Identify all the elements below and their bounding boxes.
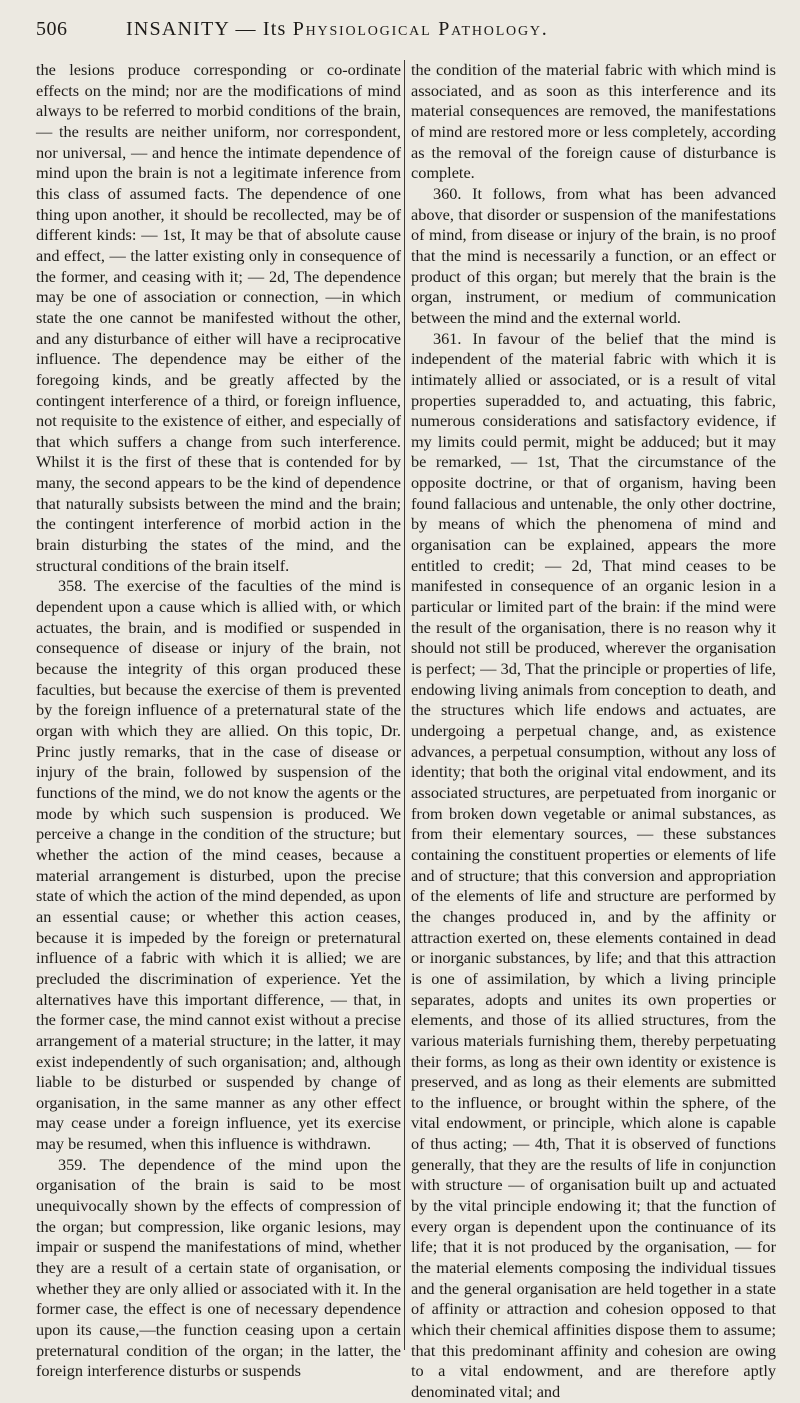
paragraph-361: 361. In favour of the belief that the mind is independent of the material fabric with which it is intimately allied or associated, or is a result of vital properties superadded to, and actuating, this fabric, numerous considerations and satisfactory evidence, if my limits could permit, might be adduced; but it may be remarked, — 1st, That the circumstance of the opposite doctrine, or that of organism, having been found fallacious and untenable, the only other doctrine, by means of which the phenomena of mind and organisation can be explained, appears the more entitled to credit; — 2d, That mind ceases to be manifested in consequence of an organic lesion in a particular or limited part of the brain: if the mind were the result of the organisation, there is no reason why it should not still be produced, wherever the organisation is perfect; — 3d, That the principle or properties of life, endowing living animals from conception to death, and the structures which life endows and actuates, are undergoing a perpetual change, and, as existence advances, a perpetual consumption, without any loss of identity; that both the original vital endowment, and its associated structures, are perpetuated from inorganic or from broken down vegetable or animal substances, as from their elementary sources, — these substances containing the constituent properties or elements of life and of structure; that this conversion and appropriation of the elements of life and structure are performed by the changes produced in, and by the affinity or attraction exerted on, these elements contained in dead or inorganic substances, by life; and that this attraction is one of assimilation, by which a living principle separates, adopts and unites its own properties or elements, and those of its allied structures, from the various materials furnishing them, thereby perpetuating their forms, as long as their own identity or existence is preserved, and as long as their elements are submitted to the influence, or brought within the sphere, of the vital endowment, or principle, which alone is capable of thus acting; — 4th, That it is observed of functions generally, that they are the results of life in conjunction with structure — of organisation built up and actuated by the vital principle endowing it; that the function of every organ is dependent upon the continuance of its life; that it is not produced by the organisation, — for the material elements composing the individual tissues and the general organisation are held together in a state of affinity or attraction and cohesion opposed to that which their chemical affinities dispose them to assume; that this predominant affinity and cohesion are owing to a vital endowment, and are therefore aptly denominated vital; and <box>411 328 776 1401</box>
running-head <box>126 18 778 41</box>
page-header <box>36 18 778 58</box>
paragraph-360: 360. It follows, from what has been advanced above, that disorder or suspension of the manifestations of mind, from disease or injury of the brain, is no proof that the mind is necessarily a function, or an effect or product of this organ; but merely that the brain is the organ, instrument, or medium of communication between the mind and the external world. <box>411 183 776 327</box>
column-divider <box>404 60 405 1350</box>
paragraph-359: 359. The dependence of the mind upon the organisation of the brain is said to be most unequivocally shown by the effects of compression of the organ; but compression, like organic lesions, may impair or suspend the manifestations of mind, whether they are a result of a certain state of organisation, or whether they are only allied or associated with it. In the former case, the effect is one of necessary dependence upon its cause,—the function ceasing upon a certain preternatural condition of the organ; in the latter, the foreign interference disturbs or suspends <box>36 1154 401 1381</box>
right-column <box>411 60 776 1403</box>
left-column <box>36 60 401 1403</box>
running-head-smallcaps: Physiological Pathology. <box>292 18 549 40</box>
paragraph-358: 358. The exercise of the faculties of the mind is dependent upon a cause which is allied with, or which actuates, the brain, and is modified or suspended in consequence of disease or injury of the brain, not because the integrity of this organ produced these faculties, but because the exercise of them is prevented by the foreign influence of a preternatural state of the organ with which they are allied. On this topic, Dr. Princ justly remarks, that in the case of disease or injury of the brain, followed by suspension of the functions of the mind, we do not know the agents or the mode by which such suspension is produced. We perceive a change in the condition of the structure; but whether the action of the mind ceases, because a material arrangement is disturbed, upon the precise state of which the action of the mind depended, as upon an essential cause; or whether this action ceases, because it is impeded by the foreign or preternatural influence of a fabric with which it is allied; we are precluded the discrimination of experience. Yet the alternatives have this important difference, — that, in the former case, the mind cannot exist without a precise arrangement of a material structure; in the latter, it may exist independently of such organisation; and, although liable to be disturbed or suspended by change of organisation, in the same manner as any other effect may cease under a foreign influence, yet its exercise may be resumed, when this influence is withdrawn. <box>36 576 401 1154</box>
text-columns <box>36 60 778 1403</box>
running-head-main: INSANITY — Its <box>126 18 293 40</box>
paragraph: the condition of the material fabric with which mind is associated, and as soon as this interference and its material consequences are removed, the manifestations of mind are restored more or less completely, according as the removal of the foreign cause of disturbance is complete. <box>411 60 776 183</box>
page-number: 506 <box>36 18 68 40</box>
paragraph: the lesions produce corresponding or co-ordinate effects on the mind; nor are the modifications of mind always to be referred to morbid conditions of the brain, — the results are neither uniform, nor correspondent, nor universal, — and hence the intimate dependence of mind upon the brain is not a legitimate inference from this class of assumed facts. The dependence of one thing upon another, it should be recollected, may be of different kinds: — 1st, It may be that of absolute cause and effect, — the latter existing only in consequence of the former, and ceasing with it; — 2d, The dependence may be one of association or connection, —in which state the one cannot be manifested without the other, and any disturbance of either will have a reciprocative influence. The dependence may be either of the foregoing kinds, and be greatly affected by the contingent interference of a third, or foreign influence, not requisite to the existence of either, and especially of that which suffers a change from such interference. Whilst it is the first of these that is contended for by many, the second appears to be the kind of dependence that naturally subsists between the mind and the brain; the contingent interference of morbid action in the brain disturbing the states of the mind, and the structural conditions of the brain itself. <box>36 60 401 575</box>
